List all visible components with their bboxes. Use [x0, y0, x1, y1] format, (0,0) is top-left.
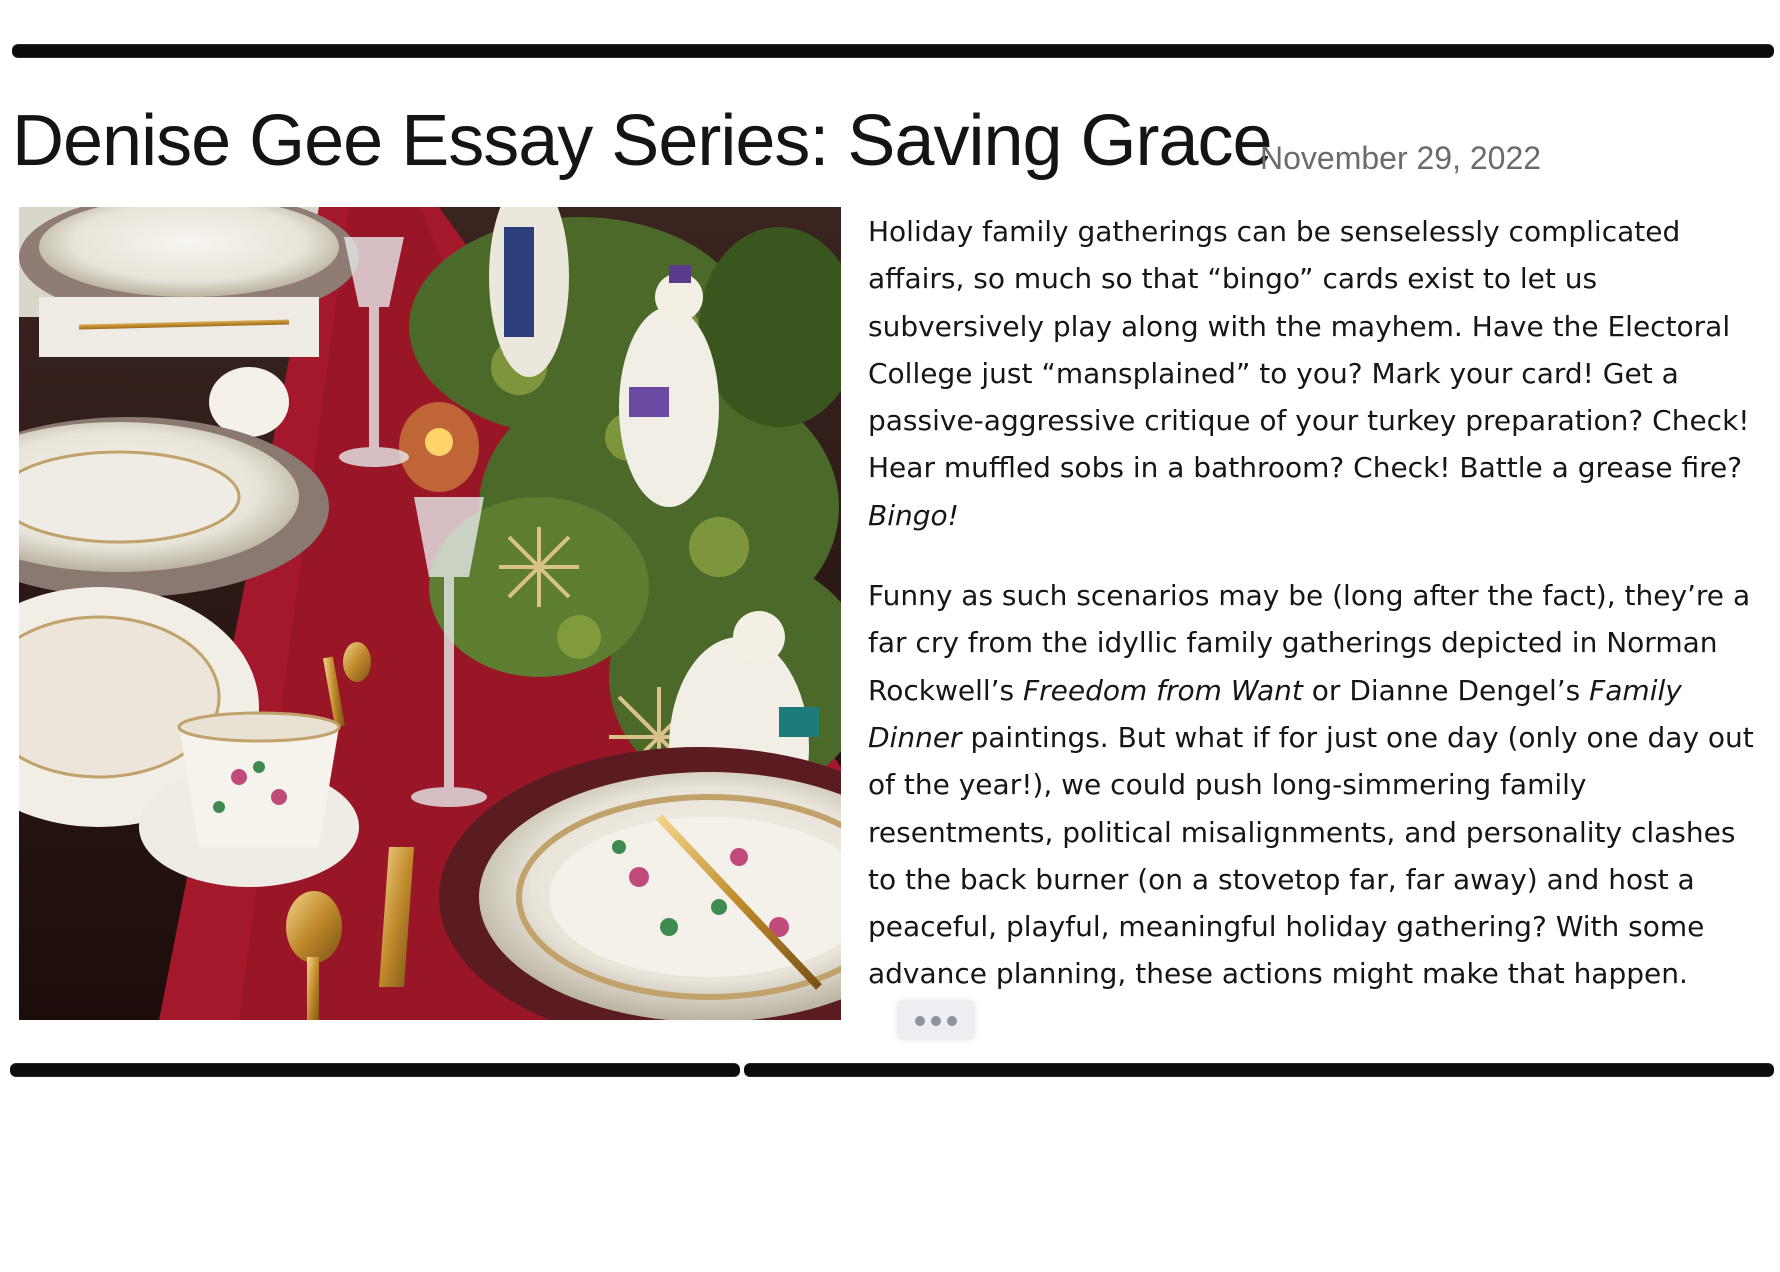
article-paragraph-2: Funny as such scenarios may be (long after the fact), they’re a far cry from the idyllic family gatherings depicted in Norman Rockwell’s Freedom from Want or Dianne Dengel’s Family Dinner paintings. But what if for just one day (only one day out of the year!), we could push long-simmering family resentments, political misalignments, and personality clashes to the back burner (on a stovetop far, far away) and host a peaceful, playful, meaningful holiday gathering? With some advance planning, these actions might make that happen. — [868, 572, 1768, 1045]
ellipsis-icon — [947, 1016, 957, 1026]
artwork-title-family-dinner: Family Dinner — [868, 673, 1682, 754]
article-title: Denise Gee Essay Series: Saving Grace — [12, 101, 1272, 181]
read-more-button[interactable] — [898, 1001, 974, 1039]
artwork-title-freedom-from-want: Freedom from Want — [1023, 673, 1303, 707]
top-divider — [12, 45, 1774, 57]
holiday-table-photo[interactable] — [19, 207, 841, 1020]
ellipsis-icon — [931, 1016, 941, 1026]
bottom-divider-right — [744, 1064, 1774, 1076]
emphasis-bingo: Bingo! — [868, 498, 959, 532]
article-paragraph-1: Holiday family gatherings can be senselessly complicated affairs, so much so that “bingo” cards exist to let us subversively play along with the mayhem. Have the Electoral College just “mansplained” to you? Mark your card! Get a passive-aggressive critique of your turkey preparation? Check! Hear muffled sobs in a bathroom? Check! Battle a grease fire? Bingo! — [868, 215, 1750, 532]
bottom-divider-left — [10, 1064, 740, 1076]
article-date: November 29, 2022 — [1260, 140, 1542, 176]
article-body — [868, 208, 1768, 1078]
ellipsis-icon — [915, 1016, 925, 1026]
